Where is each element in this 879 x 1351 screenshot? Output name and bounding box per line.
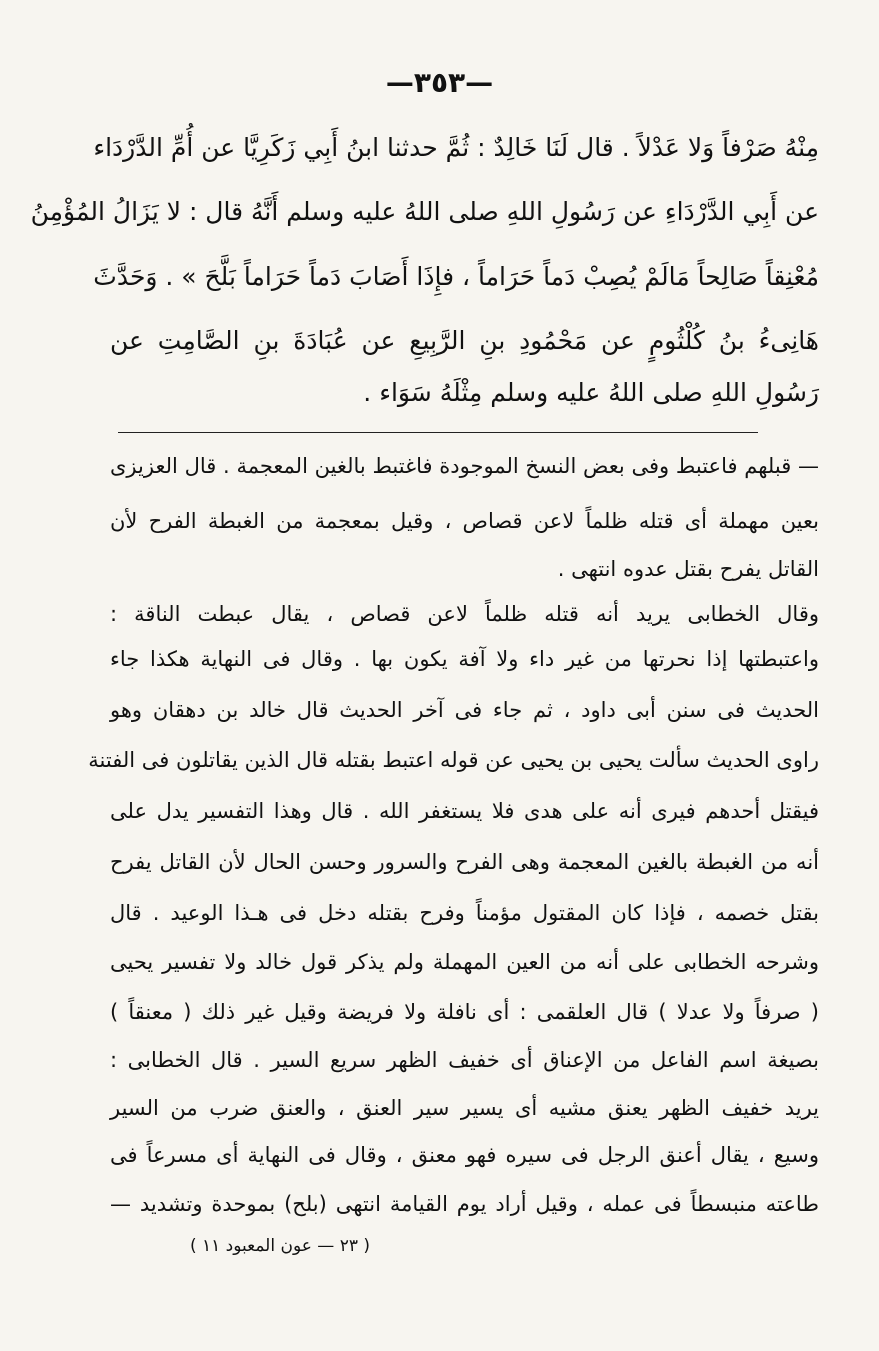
- main-line: مُعْنِقاً صَالِحاً مَالَمْ يُصِبْ دَماً حَرَاماً ، فإِذَا أَصَابَ دَماً حَرَاماً بَلَّحَ » . وَحَدَّثَ: [93, 262, 819, 291]
- note-line: طاعته منبسطاً فى عمله ، وقيل أراد يوم القيامة انتهى (بلح) بموحدة وتشديد —: [110, 1192, 819, 1216]
- note-line: ( صرفاً ولا عدلا ) قال العلقمى : أى نافلة ولا فريضة وقيل غير ذلك ( معنقاً ): [110, 1000, 819, 1024]
- note-line: بقتل خصمه ، فإذا كان المقتول مؤمناً وفرح بقتله دخل فى هـذا الوعيد . قال: [110, 901, 819, 925]
- note-line: بعين مهملة أى قتله ظلماً لاعن قصاص ، وقيل بمعجمة من الغبطة الفرح لأن: [110, 509, 819, 533]
- main-line: رَسُولِ اللهِ صلى اللهُ عليه وسلم مِثْلَهُ سَوَاء .: [363, 378, 819, 407]
- main-line: هَانِىءُ بنُ كُلْثُومٍ عن مَحْمُودِ بنِ الرَّبِيعِ عن عُبَادَةَ بنِ الصَّامِتِ عن: [110, 326, 819, 355]
- note-line: وقال الخطابى يريد أنه قتله ظلماً لاعن قصاص ، يقال عبطت الناقة :: [110, 602, 819, 626]
- note-line: القاتل يفرح بقتل عدوه انتهى .: [557, 557, 819, 581]
- note-line: بصيغة اسم الفاعل من الإعناق أى خفيف الظهر سريع السير . قال الخطابى :: [110, 1048, 819, 1072]
- note-line: راوى الحديث سألت يحيى بن يحيى عن قوله اعتبط بقتله قال الذين يقاتلون فى الفتنة: [88, 748, 819, 772]
- note-line: فيقتل أحدهم فيرى أنه على هدى فلا يستغفر الله . قال وهذا التفسير يدل على: [110, 799, 819, 823]
- note-line: واعتبطتها إذا نحرتها من غير داء ولا آفة يكون بها . وقال فى النهاية هكذا جاء: [110, 647, 819, 671]
- main-line: عن أَبِي الدَّرْدَاءِ عن رَسُولِ اللهِ صلى اللهُ عليه وسلم أَنَّهُ قال : لا يَزَالُ المُؤْمِنُ: [30, 197, 819, 226]
- note-line: — قبلهم فاعتبط وفى بعض النسخ الموجودة فاغتبط بالغين المعجمة . قال العزيزى: [110, 454, 819, 478]
- footnote-separator: [118, 432, 758, 433]
- signature-footer: ( ٢٣ — عون المعبود ١١ ): [189, 1236, 371, 1256]
- note-line: وسيع ، يقال أعنق الرجل فى سيره فهو معنق ، وقال فى النهاية أى مسرعاً فى: [110, 1143, 819, 1167]
- main-line: مِنْهُ صَرْفاً وَلا عَدْلاً . قال لَنَا خَالِدٌ : ثُمَّ حدثنا ابنُ أَبِي زَكَرِيَّا عن أُمِّ الدَّرْدَاء: [93, 133, 819, 162]
- page-number: —٣٥٣—: [385, 66, 494, 99]
- note-line: يريد خفيف الظهر يعنق مشيه أى يسير سير العنق ، والعنق ضرب من السير: [110, 1096, 819, 1120]
- note-line: أنه من الغبطة بالغين المعجمة وهى الفرح والسرور وحسن الحال لأن القاتل يفرح: [110, 850, 819, 874]
- note-line: وشرحه الخطابى على أنه من العين المهملة ولم يذكر قول خالد ولا تفسير يحيى: [110, 950, 819, 974]
- note-line: الحديث فى سنن أبى داود ، ثم جاء فى آخر الحديث قال خالد بن دهقان وهو: [110, 698, 819, 722]
